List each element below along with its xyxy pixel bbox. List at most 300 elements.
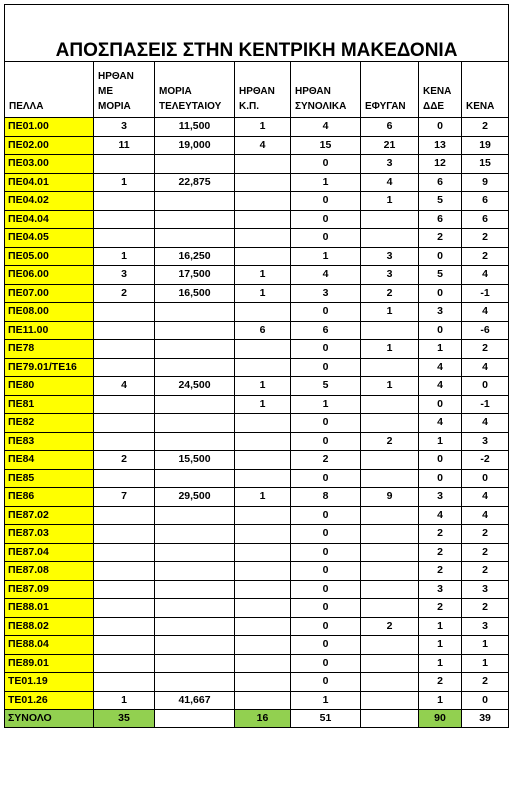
table-row [5,654,509,673]
value-cell: 4 [419,506,462,525]
value-cell: 1 [291,173,361,192]
value-cell: 2 [462,229,509,248]
value-cell: 4 [419,358,462,377]
value-cell [155,321,235,340]
value-cell [235,173,291,192]
specialty-code-cell: ΤΕ01.26 [5,691,94,710]
value-cell: 1 [361,192,419,211]
value-cell [235,506,291,525]
specialty-code-cell: ΠΕ80 [5,377,94,396]
specialty-code-cell: ΠΕ07.00 [5,284,94,303]
value-cell: 5 [419,192,462,211]
column-header-line: ΚΕΝΑ [466,101,495,112]
value-cell: 12 [419,155,462,174]
value-cell: 9 [462,173,509,192]
specialty-code-cell: ΠΕ87.04 [5,543,94,562]
column-header-line: ΣΥΝΟΛΙΚΑ [295,101,347,112]
value-cell: 6 [235,321,291,340]
specialty-code-cell: ΠΕ02.00 [5,136,94,155]
table-row [5,562,509,581]
value-cell: 0 [291,636,361,655]
value-cell: 1 [419,636,462,655]
specialty-code-cell: ΠΕ88.01 [5,599,94,618]
value-cell: 2 [462,599,509,618]
column-header-line: ΔΔΕ [423,101,445,112]
value-cell: 2 [462,673,509,692]
value-cell: 16,500 [155,284,235,303]
specialty-code-cell: ΠΕ87.09 [5,580,94,599]
value-cell: 2 [361,284,419,303]
value-cell [94,562,155,581]
table-row [5,118,509,137]
table-row [5,580,509,599]
value-cell: 1 [291,247,361,266]
table-row [5,377,509,396]
value-cell: 1 [462,636,509,655]
value-cell: 15,500 [155,451,235,470]
value-cell: 0 [419,469,462,488]
value-cell: 2 [462,118,509,137]
value-cell: 4 [419,377,462,396]
specialty-code-cell: ΠΕ87.08 [5,562,94,581]
value-cell: 4 [291,118,361,137]
value-cell [235,543,291,562]
total-row [5,710,509,728]
value-cell [361,691,419,710]
value-cell: 2 [462,543,509,562]
column-header-line: ΗΡΘΑΝ [98,71,134,82]
value-cell [94,580,155,599]
value-cell: 1 [235,118,291,137]
table-row [5,173,509,192]
value-cell: 0 [291,229,361,248]
column-header [291,62,361,118]
specialty-code-cell: ΠΕ89.01 [5,654,94,673]
value-cell: 2 [462,247,509,266]
column-header [361,62,419,118]
value-cell: -6 [462,321,509,340]
value-cell: 0 [462,377,509,396]
value-cell: 3 [419,303,462,322]
table-row [5,284,509,303]
specialty-code-cell: ΠΕ04.02 [5,192,94,211]
value-cell: 1 [235,488,291,507]
value-cell: 22,875 [155,173,235,192]
table-row [5,136,509,155]
table-row [5,192,509,211]
value-cell [235,358,291,377]
value-cell [155,414,235,433]
value-cell [361,395,419,414]
value-cell [94,654,155,673]
specialty-code-cell: ΠΕ78 [5,340,94,359]
table-row [5,358,509,377]
total-label-cell: ΣΥΝΟΛΟ [5,710,94,728]
table-row [5,673,509,692]
value-cell: 5 [419,266,462,285]
value-cell: 3 [462,580,509,599]
value-cell [155,155,235,174]
value-cell: -1 [462,284,509,303]
value-cell: 0 [419,451,462,470]
spreadsheet [4,4,508,728]
value-cell: 1 [419,654,462,673]
value-cell [235,432,291,451]
table-row [5,155,509,174]
value-cell: 3 [462,617,509,636]
value-cell [94,673,155,692]
value-cell: 2 [94,451,155,470]
column-header [155,62,235,118]
value-cell: 4 [462,414,509,433]
page-title: ΑΠΟΣΠΑΣΕΙΣ ΣΤΗΝ ΚΕΝΤΡΙΚΗ ΜΑΚΕΔΟΝΙΑ [5,5,509,62]
specialty-code-cell: ΠΕ82 [5,414,94,433]
specialty-code-cell: ΠΕ03.00 [5,155,94,174]
value-cell: 1 [235,395,291,414]
value-cell: -1 [462,395,509,414]
value-cell [361,414,419,433]
value-cell: 6 [361,118,419,137]
value-cell: 0 [291,673,361,692]
specialty-code-cell: ΠΕ87.03 [5,525,94,544]
table-row [5,543,509,562]
value-cell [361,673,419,692]
value-cell: 16,250 [155,247,235,266]
value-cell: 1 [291,395,361,414]
value-cell: 4 [462,488,509,507]
value-cell: 4 [94,377,155,396]
table-row [5,488,509,507]
value-cell [94,543,155,562]
table-row [5,303,509,322]
table-row [5,506,509,525]
value-cell [155,580,235,599]
specialty-code-cell: ΠΕ06.00 [5,266,94,285]
value-cell: 0 [291,210,361,229]
table-row [5,229,509,248]
column-header [462,62,509,118]
value-cell [235,617,291,636]
specialty-code-cell: ΠΕ85 [5,469,94,488]
column-header-line: ΚΕΝΑ [423,86,452,97]
specialty-code-cell: ΠΕ08.00 [5,303,94,322]
table-row [5,432,509,451]
total-value-cell: 51 [291,710,361,728]
specialty-code-cell: ΠΕ81 [5,395,94,414]
column-header-line: ΤΕΛΕΥΤΑΙΟΥ [159,101,222,112]
value-cell: 3 [94,266,155,285]
column-header-line: ΗΡΘΑΝ [295,86,331,97]
value-cell [235,580,291,599]
specialty-code-cell: ΠΕ01.00 [5,118,94,137]
value-cell [94,303,155,322]
table-row [5,395,509,414]
value-cell: 0 [419,247,462,266]
value-cell [155,192,235,211]
value-cell: 0 [291,303,361,322]
table-row [5,617,509,636]
value-cell: 15 [291,136,361,155]
table-row [5,340,509,359]
table-row [5,451,509,470]
value-cell [94,192,155,211]
value-cell [235,451,291,470]
value-cell [94,358,155,377]
value-cell [361,321,419,340]
value-cell: 1 [419,340,462,359]
value-cell: 0 [291,340,361,359]
value-cell [94,599,155,618]
value-cell: 5 [291,377,361,396]
value-cell [155,432,235,451]
value-cell: 2 [419,229,462,248]
value-cell: 9 [361,488,419,507]
value-cell: 0 [291,414,361,433]
value-cell [155,340,235,359]
value-cell [361,506,419,525]
value-cell: 1 [94,173,155,192]
value-cell [155,617,235,636]
column-header-line: ΠΕΛΛΑ [9,101,44,112]
value-cell [155,358,235,377]
secondments-table [4,4,509,728]
value-cell: 24,500 [155,377,235,396]
value-cell: 1 [235,377,291,396]
value-cell [361,469,419,488]
value-cell: 8 [291,488,361,507]
value-cell: 2 [462,562,509,581]
specialty-code-cell: ΠΕ88.04 [5,636,94,655]
value-cell: 0 [419,321,462,340]
value-cell: 3 [361,247,419,266]
value-cell: 13 [419,136,462,155]
value-cell [235,469,291,488]
table-row [5,414,509,433]
value-cell: 2 [361,432,419,451]
value-cell: 0 [291,469,361,488]
value-cell: 3 [361,155,419,174]
value-cell: 0 [419,395,462,414]
value-cell: 0 [291,432,361,451]
value-cell [94,155,155,174]
value-cell: 3 [419,488,462,507]
value-cell: 0 [291,580,361,599]
value-cell: 6 [419,210,462,229]
value-cell [361,636,419,655]
value-cell [155,395,235,414]
total-value-cell: 39 [462,710,509,728]
value-cell [155,469,235,488]
value-cell: 3 [462,432,509,451]
value-cell: 19,000 [155,136,235,155]
value-cell [94,229,155,248]
value-cell [94,506,155,525]
value-cell [155,210,235,229]
value-cell: 0 [291,654,361,673]
value-cell: 2 [462,525,509,544]
value-cell [94,432,155,451]
table-row [5,247,509,266]
value-cell: 0 [291,599,361,618]
column-header [5,62,94,118]
value-cell: 1 [419,691,462,710]
specialty-code-cell: ΠΕ05.00 [5,247,94,266]
value-cell [361,654,419,673]
value-cell [155,673,235,692]
value-cell [94,321,155,340]
specialty-code-cell: ΠΕ86 [5,488,94,507]
value-cell: 1 [361,340,419,359]
value-cell: 3 [361,266,419,285]
value-cell [361,525,419,544]
value-cell: 4 [235,136,291,155]
value-cell: 1 [235,266,291,285]
value-cell: 3 [94,118,155,137]
value-cell [155,543,235,562]
value-cell: 2 [419,673,462,692]
value-cell [361,210,419,229]
value-cell [155,303,235,322]
value-cell [235,599,291,618]
value-cell [155,562,235,581]
value-cell: 4 [291,266,361,285]
value-cell [235,673,291,692]
total-value-cell: 35 [94,710,155,728]
value-cell: 0 [419,118,462,137]
value-cell: 41,667 [155,691,235,710]
value-cell [155,506,235,525]
value-cell: 0 [462,691,509,710]
specialty-code-cell: ΠΕ84 [5,451,94,470]
value-cell [235,691,291,710]
value-cell: 1 [94,247,155,266]
value-cell [94,469,155,488]
value-cell [94,210,155,229]
value-cell [235,247,291,266]
value-cell [235,525,291,544]
value-cell [361,451,419,470]
column-header-line: ΗΡΘΑΝ [239,86,275,97]
specialty-code-cell: ΠΕ88.02 [5,617,94,636]
header-row [5,62,509,118]
value-cell: 0 [462,469,509,488]
value-cell: 19 [462,136,509,155]
value-cell: 1 [361,303,419,322]
value-cell [235,562,291,581]
value-cell: 4 [462,358,509,377]
specialty-code-cell: ΤΕ01.19 [5,673,94,692]
value-cell: 6 [462,192,509,211]
value-cell [361,229,419,248]
value-cell [94,525,155,544]
value-cell: 21 [361,136,419,155]
value-cell [235,636,291,655]
value-cell [94,617,155,636]
value-cell: 4 [462,266,509,285]
value-cell: 0 [291,155,361,174]
value-cell [361,599,419,618]
value-cell: 1 [235,284,291,303]
value-cell: 2 [419,599,462,618]
specialty-code-cell: ΠΕ11.00 [5,321,94,340]
column-header-line: ΕΦΥΓΑΝ [365,101,406,112]
value-cell: 2 [419,543,462,562]
specialty-code-cell: ΠΕ04.04 [5,210,94,229]
table-row [5,599,509,618]
total-value-cell: 90 [419,710,462,728]
value-cell: 1 [94,691,155,710]
value-cell [155,599,235,618]
value-cell: 2 [94,284,155,303]
specialty-code-cell: ΠΕ04.01 [5,173,94,192]
value-cell: 4 [419,414,462,433]
value-cell [94,340,155,359]
column-header-line: ΜΟΡΙΑ [159,86,192,97]
value-cell [361,543,419,562]
value-cell: 1 [291,691,361,710]
value-cell: 7 [94,488,155,507]
table-row [5,469,509,488]
value-cell: 6 [462,210,509,229]
table-row [5,210,509,229]
value-cell [235,303,291,322]
specialty-code-cell: ΠΕ04.05 [5,229,94,248]
value-cell: 4 [361,173,419,192]
value-cell: 2 [361,617,419,636]
value-cell: 15 [462,155,509,174]
column-header [94,62,155,118]
value-cell [94,414,155,433]
value-cell: 0 [291,358,361,377]
table-row [5,525,509,544]
value-cell: 2 [462,340,509,359]
value-cell [235,192,291,211]
value-cell [361,562,419,581]
value-cell: 3 [291,284,361,303]
value-cell: 3 [419,580,462,599]
value-cell: 6 [291,321,361,340]
column-header [419,62,462,118]
total-value-cell [361,710,419,728]
value-cell: 0 [291,543,361,562]
value-cell [155,654,235,673]
value-cell [235,210,291,229]
specialty-code-cell: ΠΕ87.02 [5,506,94,525]
value-cell: 2 [419,525,462,544]
value-cell [94,395,155,414]
value-cell: 0 [291,562,361,581]
value-cell [155,636,235,655]
value-cell [235,155,291,174]
value-cell: 1 [419,617,462,636]
value-cell: 0 [291,617,361,636]
column-header [235,62,291,118]
value-cell: 11,500 [155,118,235,137]
column-header-line: ΜΟΡΙΑ [98,101,131,112]
value-cell [155,229,235,248]
table-row [5,691,509,710]
value-cell [361,580,419,599]
specialty-code-cell: ΠΕ83 [5,432,94,451]
column-header-line: ΜΕ [98,86,113,97]
value-cell [235,340,291,359]
value-cell [155,525,235,544]
value-cell: 2 [419,562,462,581]
value-cell: 17,500 [155,266,235,285]
value-cell [94,636,155,655]
value-cell: 2 [291,451,361,470]
value-cell: 1 [361,377,419,396]
